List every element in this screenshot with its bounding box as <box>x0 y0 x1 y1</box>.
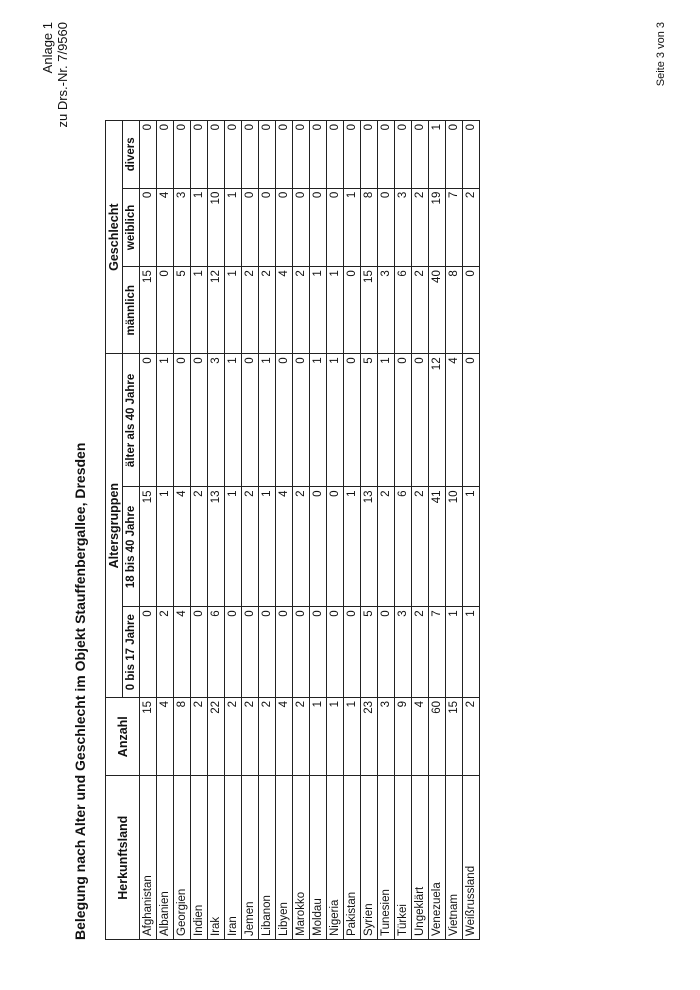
cell-age-0-17: 7 <box>429 607 446 698</box>
cell-count: 4 <box>276 697 293 776</box>
cell-country: Irak <box>208 776 225 940</box>
cell-country: Marokko <box>293 776 310 940</box>
cell-age-0-17: 0 <box>344 607 361 698</box>
cell-age-18-40: 0 <box>327 487 344 607</box>
cell-count: 23 <box>361 697 378 776</box>
cell-age-over-40: 1 <box>310 354 327 487</box>
cell-age-18-40: 2 <box>378 487 395 607</box>
table-row <box>446 121 463 940</box>
cell-age-0-17: 2 <box>157 607 174 698</box>
table-row <box>378 121 395 940</box>
table-row <box>361 121 378 940</box>
table-row <box>429 121 446 940</box>
cell-age-over-40: 0 <box>276 354 293 487</box>
cell-age-0-17: 6 <box>208 607 225 698</box>
cell-age-18-40: 4 <box>174 487 191 607</box>
cell-male: 2 <box>259 267 276 354</box>
cell-male: 15 <box>140 267 157 354</box>
cell-female: 0 <box>378 188 395 267</box>
cell-diverse: 0 <box>140 121 157 189</box>
cell-female: 10 <box>208 188 225 267</box>
cell-age-over-40: 0 <box>412 354 429 487</box>
table-row <box>344 121 361 940</box>
table-header <box>106 121 140 940</box>
cell-diverse: 0 <box>361 121 378 189</box>
table-row <box>395 121 412 940</box>
cell-female: 0 <box>276 188 293 267</box>
cell-male: 0 <box>463 267 480 354</box>
cell-male: 0 <box>344 267 361 354</box>
cell-age-0-17: 0 <box>378 607 395 698</box>
annex-label: Anlage 1 <box>40 22 55 74</box>
table-row <box>412 121 429 940</box>
cell-country: Indien <box>191 776 208 940</box>
cell-age-18-40: 0 <box>310 487 327 607</box>
table-row <box>259 121 276 940</box>
cell-country: Tunesien <box>378 776 395 940</box>
cell-age-18-40: 1 <box>463 487 480 607</box>
cell-diverse: 1 <box>429 121 446 189</box>
table-row <box>293 121 310 940</box>
cell-age-over-40: 0 <box>293 354 310 487</box>
cell-country: Georgien <box>174 776 191 940</box>
cell-age-over-40: 0 <box>140 354 157 487</box>
cell-age-0-17: 0 <box>276 607 293 698</box>
header-count: Anzahl <box>106 697 140 776</box>
header-gender: Geschlecht <box>106 121 123 354</box>
cell-country: Venezuela <box>429 776 446 940</box>
cell-age-18-40: 13 <box>208 487 225 607</box>
cell-age-18-40: 2 <box>242 487 259 607</box>
cell-male: 1 <box>191 267 208 354</box>
header-age-18-40: 18 bis 40 Jahre <box>123 487 140 607</box>
cell-diverse: 0 <box>310 121 327 189</box>
header-diverse: divers <box>123 121 140 189</box>
cell-count: 60 <box>429 697 446 776</box>
cell-female: 1 <box>344 188 361 267</box>
cell-diverse: 0 <box>225 121 242 189</box>
cell-count: 2 <box>242 697 259 776</box>
table-row <box>157 121 174 940</box>
table-row <box>174 121 191 940</box>
cell-age-over-40: 0 <box>395 354 412 487</box>
cell-count: 2 <box>463 697 480 776</box>
cell-diverse: 0 <box>293 121 310 189</box>
cell-male: 8 <box>446 267 463 354</box>
cell-country: Afghanistan <box>140 776 157 940</box>
cell-count: 22 <box>208 697 225 776</box>
cell-age-0-17: 0 <box>140 607 157 698</box>
header-age-over-40: älter als 40 Jahre <box>123 354 140 487</box>
cell-age-18-40: 2 <box>293 487 310 607</box>
table-row <box>276 121 293 940</box>
cell-male: 1 <box>225 267 242 354</box>
cell-count: 4 <box>157 697 174 776</box>
cell-female: 0 <box>140 188 157 267</box>
cell-age-0-17: 0 <box>191 607 208 698</box>
cell-age-over-40: 3 <box>208 354 225 487</box>
cell-country: Albanien <box>157 776 174 940</box>
cell-country: Libyen <box>276 776 293 940</box>
cell-country: Jemen <box>242 776 259 940</box>
header-country: Herkunftsland <box>106 776 140 940</box>
cell-diverse: 0 <box>327 121 344 189</box>
cell-age-18-40: 1 <box>259 487 276 607</box>
cell-diverse: 0 <box>276 121 293 189</box>
cell-male: 5 <box>174 267 191 354</box>
cell-male: 40 <box>429 267 446 354</box>
document-number: zu Drs.-Nr. 7/9560 <box>55 22 70 128</box>
cell-age-0-17: 1 <box>463 607 480 698</box>
cell-age-0-17: 0 <box>310 607 327 698</box>
cell-age-over-40: 1 <box>259 354 276 487</box>
cell-country: Türkei <box>395 776 412 940</box>
cell-age-over-40: 1 <box>327 354 344 487</box>
cell-count: 2 <box>191 697 208 776</box>
cell-diverse: 0 <box>412 121 429 189</box>
cell-count: 15 <box>446 697 463 776</box>
cell-age-0-17: 3 <box>395 607 412 698</box>
cell-female: 3 <box>174 188 191 267</box>
cell-age-18-40: 1 <box>225 487 242 607</box>
cell-female: 1 <box>225 188 242 267</box>
table-row <box>463 121 480 940</box>
cell-age-18-40: 2 <box>412 487 429 607</box>
table-row <box>310 121 327 940</box>
cell-diverse: 0 <box>378 121 395 189</box>
cell-count: 1 <box>344 697 361 776</box>
table-row <box>191 121 208 940</box>
table-row <box>327 121 344 940</box>
cell-female: 0 <box>293 188 310 267</box>
cell-diverse: 0 <box>344 121 361 189</box>
cell-male: 0 <box>157 267 174 354</box>
cell-age-over-40: 5 <box>361 354 378 487</box>
cell-country: Moldau <box>310 776 327 940</box>
cell-count: 8 <box>174 697 191 776</box>
cell-female: 0 <box>310 188 327 267</box>
cell-age-over-40: 1 <box>378 354 395 487</box>
cell-count: 1 <box>327 697 344 776</box>
cell-country: Syrien <box>361 776 378 940</box>
cell-age-0-17: 1 <box>446 607 463 698</box>
cell-female: 0 <box>259 188 276 267</box>
cell-diverse: 0 <box>395 121 412 189</box>
table-row <box>208 121 225 940</box>
cell-male: 6 <box>395 267 412 354</box>
cell-diverse: 0 <box>208 121 225 189</box>
cell-age-over-40: 0 <box>344 354 361 487</box>
cell-country: Libanon <box>259 776 276 940</box>
cell-age-over-40: 12 <box>429 354 446 487</box>
cell-age-18-40: 1 <box>344 487 361 607</box>
cell-country: Iran <box>225 776 242 940</box>
cell-age-over-40: 0 <box>463 354 480 487</box>
cell-diverse: 0 <box>157 121 174 189</box>
cell-male: 12 <box>208 267 225 354</box>
cell-male: 2 <box>293 267 310 354</box>
occupancy-table <box>105 120 480 940</box>
cell-female: 0 <box>327 188 344 267</box>
header-female: weiblich <box>123 188 140 267</box>
table-row <box>225 121 242 940</box>
page-number: Seite 3 von 3 <box>655 22 667 87</box>
cell-female: 0 <box>242 188 259 267</box>
table-body <box>140 121 480 940</box>
cell-age-18-40: 13 <box>361 487 378 607</box>
cell-male: 2 <box>242 267 259 354</box>
cell-age-18-40: 41 <box>429 487 446 607</box>
cell-age-18-40: 6 <box>395 487 412 607</box>
cell-female: 2 <box>463 188 480 267</box>
header-row-1 <box>106 121 123 940</box>
cell-diverse: 0 <box>191 121 208 189</box>
cell-male: 1 <box>310 267 327 354</box>
cell-age-18-40: 15 <box>140 487 157 607</box>
cell-age-over-40: 4 <box>446 354 463 487</box>
cell-count: 15 <box>140 697 157 776</box>
annex-reference <box>40 22 70 132</box>
cell-count: 3 <box>378 697 395 776</box>
cell-age-18-40: 2 <box>191 487 208 607</box>
cell-age-18-40: 1 <box>157 487 174 607</box>
cell-country: Vietnam <box>446 776 463 940</box>
cell-female: 2 <box>412 188 429 267</box>
cell-diverse: 0 <box>174 121 191 189</box>
cell-age-0-17: 0 <box>293 607 310 698</box>
cell-female: 8 <box>361 188 378 267</box>
cell-country: Pakistan <box>344 776 361 940</box>
cell-diverse: 0 <box>259 121 276 189</box>
cell-count: 4 <box>412 697 429 776</box>
cell-age-over-40: 0 <box>242 354 259 487</box>
cell-female: 7 <box>446 188 463 267</box>
cell-age-over-40: 1 <box>157 354 174 487</box>
header-age-groups: Altersgruppen <box>106 354 123 698</box>
header-male: männlich <box>123 267 140 354</box>
cell-male: 2 <box>412 267 429 354</box>
cell-country: Nigeria <box>327 776 344 940</box>
header-age-0-17: 0 bis 17 Jahre <box>123 607 140 698</box>
cell-age-over-40: 0 <box>191 354 208 487</box>
cell-age-0-17: 0 <box>242 607 259 698</box>
cell-female: 4 <box>157 188 174 267</box>
cell-age-over-40: 1 <box>225 354 242 487</box>
cell-male: 3 <box>378 267 395 354</box>
cell-male: 1 <box>327 267 344 354</box>
cell-age-0-17: 4 <box>174 607 191 698</box>
cell-age-0-17: 0 <box>259 607 276 698</box>
cell-female: 1 <box>191 188 208 267</box>
cell-diverse: 0 <box>242 121 259 189</box>
cell-age-18-40: 4 <box>276 487 293 607</box>
cell-country: Ungeklärt <box>412 776 429 940</box>
table-row <box>242 121 259 940</box>
cell-count: 2 <box>293 697 310 776</box>
cell-age-0-17: 5 <box>361 607 378 698</box>
cell-female: 19 <box>429 188 446 267</box>
cell-age-18-40: 10 <box>446 487 463 607</box>
cell-count: 9 <box>395 697 412 776</box>
cell-country: Weißrussland <box>463 776 480 940</box>
cell-male: 15 <box>361 267 378 354</box>
cell-female: 3 <box>395 188 412 267</box>
cell-age-over-40: 0 <box>174 354 191 487</box>
cell-count: 2 <box>225 697 242 776</box>
cell-male: 4 <box>276 267 293 354</box>
table-title: Belegung nach Alter und Geschlecht im Objekt Stauffenbergallee, Dresden <box>72 442 88 940</box>
cell-age-0-17: 2 <box>412 607 429 698</box>
cell-count: 2 <box>259 697 276 776</box>
cell-age-0-17: 0 <box>225 607 242 698</box>
cell-diverse: 0 <box>446 121 463 189</box>
cell-age-0-17: 0 <box>327 607 344 698</box>
table-row <box>140 121 157 940</box>
cell-diverse: 0 <box>463 121 480 189</box>
cell-count: 1 <box>310 697 327 776</box>
